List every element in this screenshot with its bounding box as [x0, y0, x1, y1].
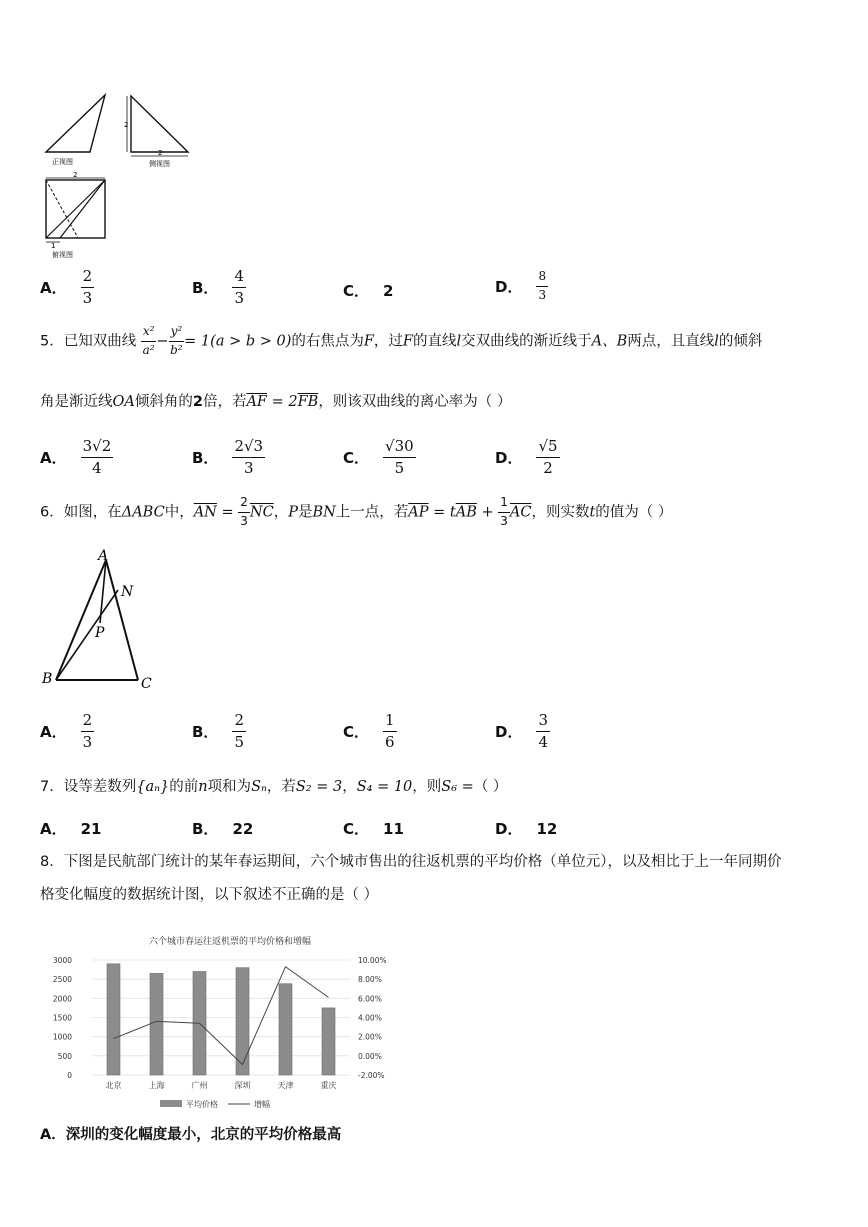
sym: n	[198, 779, 208, 795]
front-view-triangle	[46, 95, 105, 152]
q6-c-den: 6	[385, 733, 395, 752]
price-bar	[322, 1008, 335, 1075]
vec-AB: $\overline{AB}$	[455, 504, 477, 521]
q6-text: 中，	[164, 504, 194, 521]
q4-option-d[interactable]	[495, 270, 548, 303]
sym: ΔABC	[121, 504, 165, 521]
y2-tick-label: 6.00%	[358, 994, 382, 1004]
q8-line-2	[40, 886, 840, 904]
option-label: A．	[40, 449, 67, 468]
q5-d-den: 2	[543, 459, 553, 478]
vec-AP: $\overline{AP}$	[408, 504, 429, 521]
vec-AC: $\overline{AC}$	[509, 504, 532, 521]
top-dim-label-1: 1	[51, 242, 56, 250]
q7-c-value: 11	[383, 819, 404, 838]
q8-a-text: A．深圳的变化幅度最小，北京的平均价格最高	[40, 1127, 342, 1143]
q6-a-den: 3	[82, 733, 93, 752]
q5-line-2	[40, 393, 840, 411]
sym: Sₙ	[251, 779, 267, 795]
y-tick-label: 3000	[52, 956, 72, 965]
sym: S₂ = 3	[295, 779, 343, 795]
q6-frac-2: $\frac{1}{3}$	[500, 495, 508, 528]
q6-text: 如图，在	[63, 504, 122, 521]
sym: 2	[192, 394, 203, 410]
q8-text: 下图是民航部门统计的某年春运期间，六个城市售出的往返机票的平均价格（单位元），以及相比于上一年同期价	[63, 854, 782, 870]
legend-bar-swatch	[160, 1100, 182, 1107]
point-c-label: C	[141, 676, 152, 692]
option-label: D．	[495, 723, 523, 742]
q5-text: ，过	[373, 333, 403, 350]
vec-eq: = 2	[267, 394, 298, 410]
q6-line	[40, 496, 840, 529]
sym: F	[402, 333, 413, 350]
bottom-view-label: 俯视图	[52, 251, 73, 259]
q5-option-c[interactable]	[343, 438, 416, 478]
q5-text: ，则该双曲线的离心率为（ ）	[318, 394, 512, 410]
side-view-triangle	[131, 96, 188, 152]
q5-text: 两点，且直线	[627, 333, 715, 350]
q5-option-b[interactable]	[192, 438, 265, 478]
option-label: B．	[192, 449, 219, 468]
price-bar	[107, 964, 120, 1075]
sym: S₄ = 10	[356, 779, 413, 795]
legend-bar-label: 平均价格	[186, 1100, 218, 1109]
option-label: C．	[343, 282, 370, 300]
q6-option-a[interactable]	[40, 712, 94, 752]
x-tick-label: 天津	[277, 1081, 294, 1090]
option-label: B．	[192, 820, 219, 838]
vec-NC: $\overline{NC}$	[249, 504, 274, 521]
point-p-label: P	[95, 625, 105, 641]
sym: BN	[312, 504, 336, 521]
growth-series-line	[114, 967, 329, 1065]
q7-text: 的前	[169, 779, 199, 795]
q8-number: 8．	[40, 854, 64, 870]
price-bar	[279, 984, 292, 1075]
q7-text: ，则	[412, 779, 442, 795]
flight-price-chart	[40, 928, 400, 1116]
q4-option-a[interactable]	[40, 268, 94, 308]
q6-b-den: 5	[234, 733, 244, 752]
y-tick-label: 500	[57, 1051, 72, 1061]
point-a-label: A	[98, 548, 109, 564]
x-tick-label: 上海	[148, 1081, 165, 1090]
q6-option-c[interactable]	[343, 712, 397, 752]
q7-number: 7．	[40, 779, 64, 795]
q5-text: 交双曲线的渐近线于	[461, 333, 592, 350]
y-tick-label: 2500	[52, 975, 72, 985]
sym: {aₙ}	[136, 779, 170, 795]
front-view-label: 正视图	[52, 158, 73, 166]
price-bar	[150, 973, 163, 1075]
three-view-figure	[38, 92, 198, 262]
q6-b-num: 2	[232, 712, 246, 732]
sym: A、B	[591, 333, 628, 350]
x-tick-label: 深圳	[234, 1081, 251, 1090]
sym: t	[589, 504, 596, 521]
q5-text: 倍，若	[202, 394, 247, 410]
option-label: D．	[495, 820, 523, 838]
q6-text: 上一点，若	[335, 504, 409, 521]
q6-number: 6．	[40, 504, 64, 521]
option-label: B．	[192, 279, 219, 298]
q7-option-a[interactable]	[40, 818, 101, 839]
q5-text: 的直线	[412, 333, 457, 350]
q4-a-num: 2	[81, 268, 95, 288]
option-label: C．	[343, 449, 370, 468]
x-tick-label: 重庆	[320, 1081, 337, 1090]
option-label: C．	[343, 723, 370, 742]
q6-d-den: 4	[538, 733, 548, 752]
q4-a-den: 3	[82, 289, 93, 308]
q7-line	[40, 778, 840, 796]
top-dim-label: 2	[73, 171, 78, 179]
q7-text: 设等差数列	[63, 779, 137, 795]
y2-tick-label: 2.00%	[358, 1032, 382, 1042]
sym: S₆ =	[441, 779, 474, 795]
option-label: A．	[40, 723, 67, 742]
y2-tick-label: 0.00%	[358, 1051, 382, 1061]
price-bar	[236, 968, 249, 1075]
sym: F	[363, 333, 374, 350]
q5-text: 角是渐近线	[40, 394, 113, 410]
sym: l	[456, 333, 462, 350]
q7-text: 项和为	[207, 779, 252, 795]
q5-option-a[interactable]	[40, 438, 113, 478]
q5-b-den: 3	[243, 459, 254, 478]
option-label: D．	[495, 277, 523, 296]
q4-option-c[interactable]	[343, 280, 393, 301]
x-tick-label: 广州	[191, 1081, 208, 1090]
q4-b-den: 3	[234, 289, 244, 308]
q5-a-num: 3√2	[81, 438, 114, 458]
q7-b-value: 22	[232, 819, 254, 838]
q4-option-b[interactable]	[192, 268, 246, 308]
point-b-label: B	[42, 671, 53, 687]
q6-option-d[interactable]	[495, 712, 550, 752]
y-tick-label: 0	[67, 1071, 72, 1080]
y-tick-label: 1500	[52, 1013, 72, 1023]
q6-text: 的值为（ ）	[595, 504, 673, 521]
q6-text: 是	[297, 504, 313, 521]
chart-title: 六个城市春运往返机票的平均价格和增幅	[148, 937, 312, 947]
y-tick-label: 1000	[52, 1032, 72, 1042]
triangle-abc-figure	[40, 548, 170, 693]
y2-tick-label: 8.00%	[358, 975, 382, 985]
q8-line-1	[40, 853, 845, 871]
q7-option-b[interactable]	[192, 818, 253, 839]
q7-text: （ ）	[473, 779, 508, 795]
vec-FB: $\overline{FB}$	[297, 394, 319, 410]
option-label: A．	[40, 279, 67, 298]
q7-option-d[interactable]	[495, 818, 557, 839]
q4-d-den: 3	[538, 287, 547, 302]
q5-line-1	[40, 325, 840, 358]
q5-text: 的右焦点为	[291, 333, 364, 350]
option-label: C．	[343, 820, 370, 838]
q7-d-value: 12	[536, 819, 558, 838]
y2-tick-label: 4.00%	[358, 1013, 382, 1023]
q6-d-num: 3	[536, 712, 550, 732]
vec-AF: $\overline{AF}$	[246, 394, 267, 410]
q5-text: 已知双曲线	[63, 333, 137, 350]
q5-number: 5．	[40, 333, 64, 350]
q8-option-a[interactable]	[40, 1126, 840, 1144]
side-view-label: 侧视图	[149, 160, 170, 168]
q5-c-num: √30	[383, 438, 416, 458]
q8-text: 格变化幅度的数据统计图，以下叙述不正确的是（ ）	[40, 887, 379, 903]
side-dim-label: 2	[124, 121, 129, 129]
point-n-label: N	[121, 584, 134, 600]
q5-b-num: 2√3	[232, 438, 265, 458]
sym: P	[288, 504, 298, 521]
option-label: D．	[495, 449, 523, 468]
sym: OA	[112, 394, 135, 410]
q5-text: 倾斜角的	[134, 394, 193, 410]
q6-option-b[interactable]	[192, 712, 246, 752]
q7-text: ，若	[266, 779, 296, 795]
y2-tick-label: -2.00%	[358, 1071, 385, 1080]
vec-AN: $\overline{AN}$	[193, 504, 217, 521]
q5-c-den: 5	[394, 459, 405, 478]
q5-eq-rest: = 1(a > b > 0)	[184, 333, 292, 350]
eq: = t	[428, 504, 456, 521]
q7-a-value: 21	[80, 819, 102, 838]
q7-option-c[interactable]	[343, 818, 404, 839]
q6-frac: $\frac{2}{3}$	[240, 495, 248, 528]
q5-d-num: √5	[536, 438, 559, 458]
x-tick-label: 北京	[105, 1081, 122, 1090]
y-tick-label: 2000	[52, 994, 72, 1004]
option-label: A．	[40, 820, 67, 838]
option-label: B．	[192, 723, 219, 742]
q5-frac-y: $\frac{\text{y²}}{\text{b²}}$	[170, 324, 183, 357]
q7-text: ，	[342, 779, 357, 795]
plus: +	[476, 504, 499, 521]
minus: −	[156, 333, 169, 350]
q5-option-d[interactable]	[495, 438, 560, 478]
y2-tick-label: 10.00%	[358, 956, 387, 965]
q6-c-num: 1	[383, 712, 397, 732]
sym: l	[714, 333, 719, 350]
legend-line-label: 增幅	[254, 1100, 270, 1109]
q6-text: ，则实数	[531, 504, 590, 521]
side-dim-label-2: 2	[158, 149, 163, 157]
q6-a-num: 2	[81, 712, 95, 732]
q4-d-num: 8	[536, 270, 548, 287]
q5-frac-x: $\frac{\text{x²}}{\text{a²}}$	[142, 324, 155, 357]
q5-a-den: 4	[92, 459, 102, 478]
q6-text: ，	[273, 504, 289, 521]
q4-c-value: 2	[383, 281, 394, 300]
eq: =	[216, 504, 239, 521]
q4-b-num: 4	[232, 268, 246, 288]
q5-text: 的倾斜	[718, 333, 763, 350]
